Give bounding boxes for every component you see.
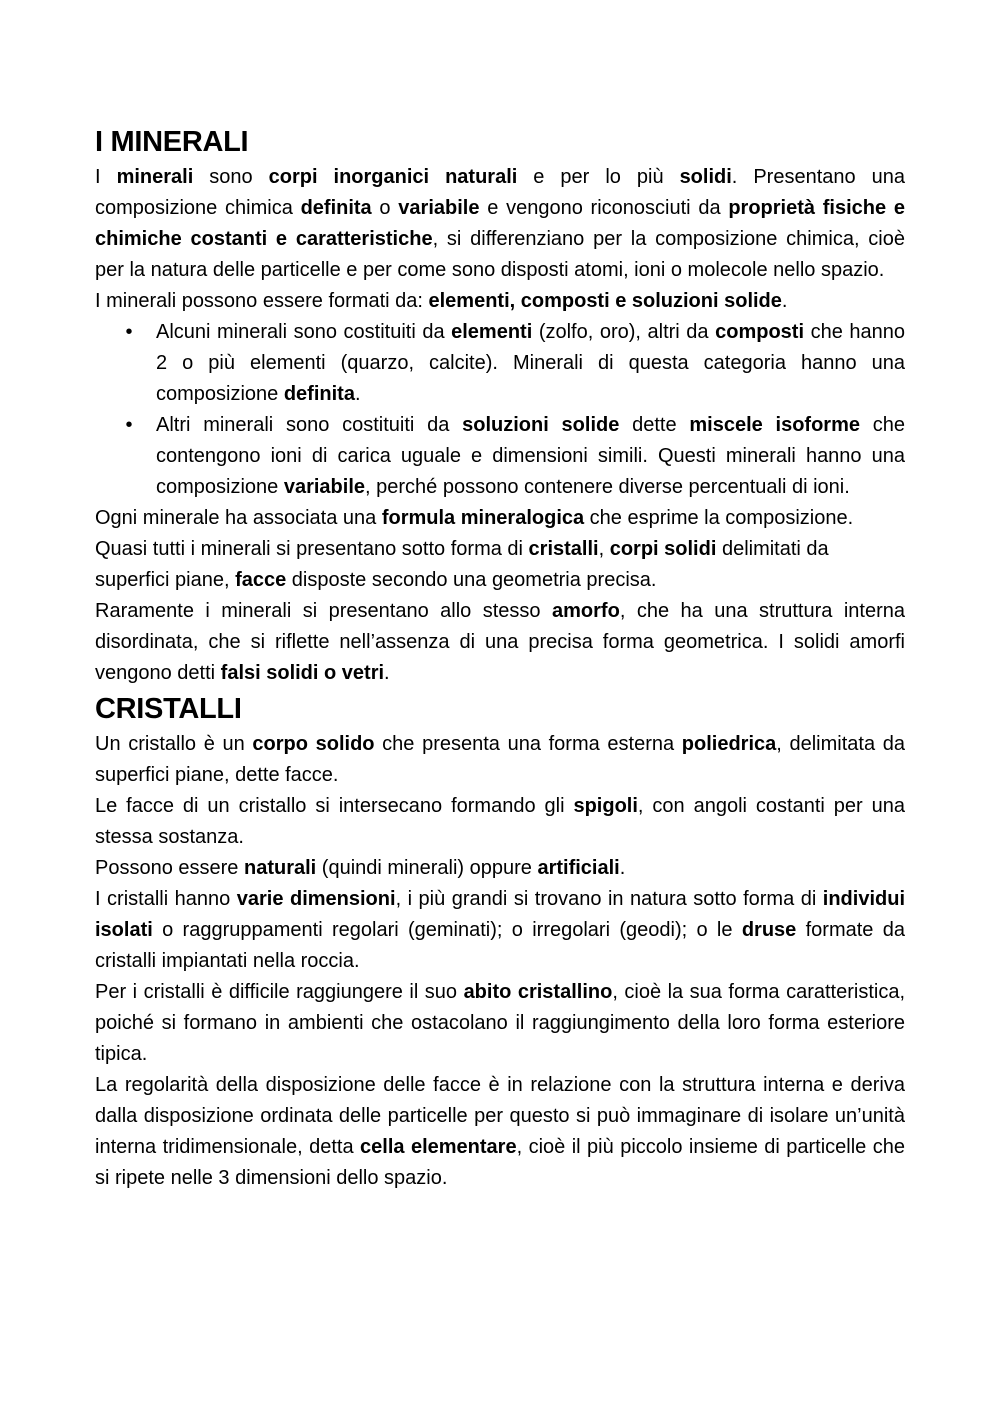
document-page (95, 122, 905, 1194)
text: . (354, 383, 361, 405)
list-item (125, 317, 906, 410)
bold-text: formula mineralogica (381, 507, 585, 529)
paragraph-cristalli-intro (95, 534, 905, 596)
text: sono (193, 166, 269, 188)
text: , i più grandi si trovano in natura sotto forma di (395, 888, 823, 910)
bold-text: falsi solidi o vetri (220, 662, 385, 684)
text: Ogni minerale ha associata una (95, 507, 382, 529)
text: . (781, 290, 788, 312)
list-item (125, 410, 905, 503)
text: I minerali possono essere formati da: (95, 290, 429, 312)
bold-text: soluzioni solide (462, 414, 620, 436)
bold-text: elementi, composti e soluzioni solide (428, 290, 782, 312)
text: . (384, 662, 390, 684)
text: Altri minerali sono costituiti da (156, 414, 463, 436)
bold-text: cristalli (528, 538, 599, 560)
bold-text: definita (283, 383, 355, 405)
bold-text: corpo solido (252, 733, 375, 755)
bold-text: corpi inorganici naturali (268, 166, 518, 188)
text: (quindi minerali) oppure (316, 857, 538, 879)
bold-text: solidi (679, 166, 732, 188)
bold-text: naturali (243, 857, 317, 879)
paragraph-naturali (95, 853, 905, 884)
text: . (619, 857, 626, 879)
text: Un cristallo è un (95, 733, 253, 755)
text: , delimitata da superfici piane, dette facce. (95, 733, 905, 786)
bold-text: spigoli (573, 795, 638, 817)
text: che hanno 2 o più elementi (quarzo, calcite). Minerali di questa categoria hanno una composizione (156, 321, 906, 405)
paragraph-minerali-definition (95, 162, 905, 286)
bullet-list (95, 317, 905, 503)
text: e per lo più (517, 166, 680, 188)
text: o raggruppamenti regolari (geminati); o irregolari (geodi); o le (152, 919, 742, 941)
paragraph-minerali-formation (95, 286, 905, 317)
text: delimitati da superfici piane, (95, 538, 829, 591)
bold-text: poliedrica (681, 733, 777, 755)
bold-text: variabile (283, 476, 366, 498)
bold-text: druse (741, 919, 797, 941)
text: Quasi tutti i minerali si presentano sotto forma di (95, 538, 529, 560)
text: o (371, 197, 399, 219)
text: Raramente i minerali si presentano allo stesso (95, 600, 553, 622)
text: , (598, 538, 610, 560)
text: , perché possono contenere diverse percentuali di ioni. (365, 476, 850, 498)
bold-text: cella elementare (360, 1136, 517, 1158)
bold-text: individui isolati (95, 888, 905, 941)
bold-text: facce (235, 569, 287, 591)
bold-text: definita (300, 197, 372, 219)
bullet-icon: • (125, 321, 133, 343)
paragraph-abito-cristallino (95, 977, 905, 1070)
bold-text: abito cristallino (463, 981, 613, 1003)
text: che esprime la composizione. (584, 507, 854, 529)
bold-text: varie dimensioni (236, 888, 396, 910)
text: Le facce di un cristallo si intersecano formando gli (95, 795, 574, 817)
bold-text: elementi (451, 321, 533, 343)
paragraph-cella-elementare (95, 1070, 905, 1194)
bold-text: proprietà fisiche e chimiche costanti e caratteristiche (95, 197, 905, 250)
text: Per i cristalli è difficile raggiungere il suo (95, 981, 464, 1003)
bullet-icon: • (125, 414, 133, 436)
text: disposte secondo una geometria precisa. (286, 569, 657, 591)
text: Possono essere (95, 857, 244, 879)
text: I (95, 166, 117, 188)
paragraph-spigoli (95, 791, 905, 853)
text: I cristalli hanno (95, 888, 237, 910)
bold-text: minerali (116, 166, 194, 188)
paragraph-formula (95, 503, 905, 534)
text: La regolarità della disposizione delle facce è in relazione con la struttura interna e deriva dalla disposizione ordinata delle particelle per questo si può immaginare di isolare un’unità interna tridimensionale, detta (95, 1074, 905, 1158)
text: , cioè la sua forma caratteristica, poiché si formano in ambienti che ostacolano il raggiungimento della loro forma esteriore tipica. (95, 981, 905, 1065)
paragraph-cristallo-definition (95, 729, 905, 791)
bold-text: variabile (398, 197, 480, 219)
text: , con angoli costanti per una stessa sostanza. (95, 795, 905, 848)
text: , cioè il più piccolo insieme di particelle che si ripete nelle 3 dimensioni dello spazio. (95, 1136, 905, 1189)
text: che presenta una forma esterna (374, 733, 682, 755)
text: . Presentano una composizione chimica (95, 166, 906, 219)
bold-text: composti (715, 321, 805, 343)
text: Alcuni minerali sono costituiti da (156, 321, 452, 343)
bold-text: artificiali (537, 857, 620, 879)
section-title-cristalli: CRISTALLI (95, 693, 242, 725)
text: dette (619, 414, 690, 436)
paragraph-amorfo (95, 596, 905, 689)
text: formate da cristalli impiantati nella roccia. (95, 919, 905, 972)
bold-text: miscele isoforme (689, 414, 860, 436)
section-title-minerali: I MINERALI (95, 126, 249, 158)
bold-text: corpi solidi (609, 538, 717, 560)
paragraph-dimensioni (95, 884, 905, 977)
text: , che ha una struttura interna disordinata, che si riflette nell’assenza di una precisa forma geometrica. I solidi amorfi vengono detti (95, 600, 905, 684)
text: e vengono riconosciuti da (479, 197, 729, 219)
text: , si differenziano per la composizione chimica, cioè per la natura delle particelle e per come sono disposti atomi, ioni o molecole nello spazio. (95, 228, 905, 281)
bold-text: amorfo (552, 600, 620, 622)
text: (zolfo, oro), altri da (532, 321, 716, 343)
text: che contengono ioni di carica uguale e dimensioni simili. Questi minerali hanno una composizione (156, 414, 905, 498)
